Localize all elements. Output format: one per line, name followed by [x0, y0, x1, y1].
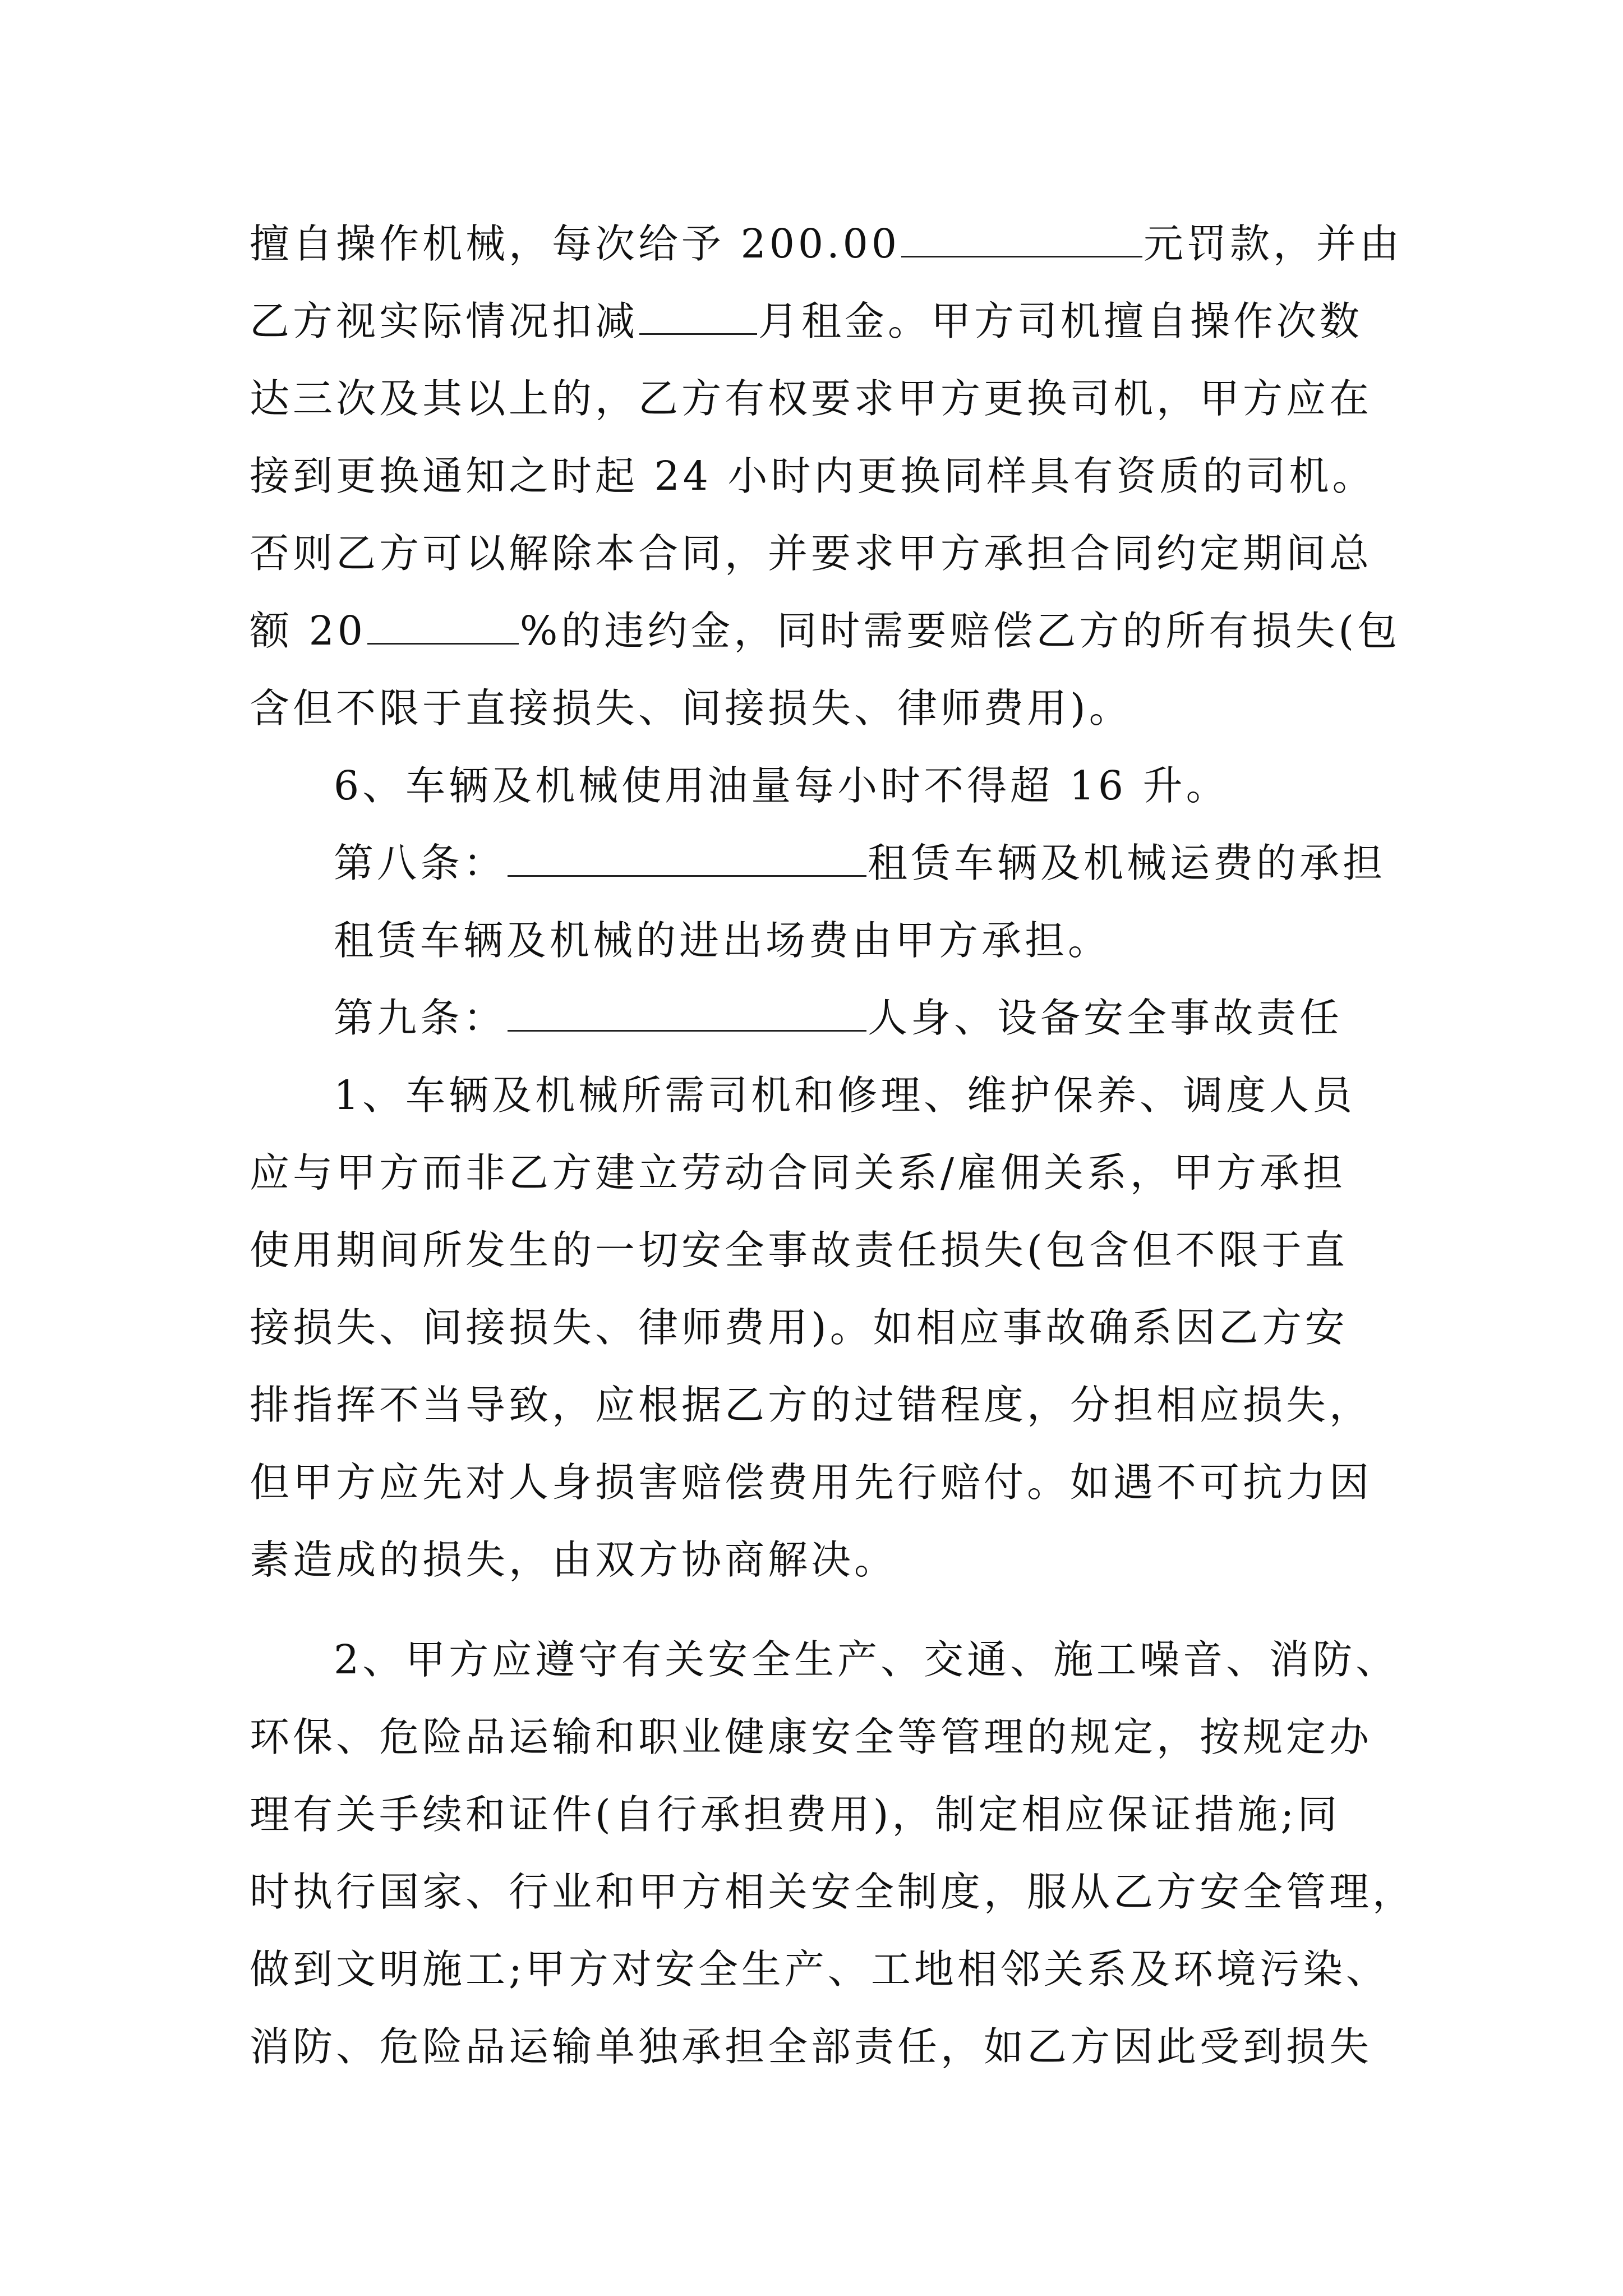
fill-in-blank	[367, 611, 519, 645]
fill-in-blank	[901, 224, 1142, 257]
text-line: 2、甲方应遵守有关安全生产、交通、施工噪音、消防、	[334, 1636, 1399, 1683]
line-text: 额 20	[250, 608, 366, 654]
article-heading	[250, 825, 1386, 902]
fill-in-blank	[639, 302, 757, 335]
text-line: 6、车辆及机械使用油量每小时不得超 16 升。	[334, 762, 1229, 809]
line-text: %的违约金，同时需要赔偿乙方的所有损失(包	[519, 608, 1401, 654]
text-line	[250, 592, 1401, 670]
contract-text	[250, 205, 1416, 2086]
text-line: 环保、危险品运输和职业健康安全等管理的规定，按规定办	[250, 1714, 1373, 1760]
article-heading	[250, 979, 1371, 1057]
text-line: 含但不限于直接损失、间接损失、律师费用)。	[250, 685, 1132, 731]
text-line: 素造成的损失，由双方协商解决。	[250, 1536, 898, 1583]
text-line: 使用期间所发生的一切安全事故责任损失(包含但不限于直	[250, 1227, 1348, 1273]
text-line: 否则乙方可以解除本合同，并要求甲方承担合同约定期间总	[250, 530, 1373, 577]
fill-in-blank	[508, 999, 866, 1032]
line-text: 第八条：	[334, 840, 507, 886]
text-line: 达三次及其以上的，乙方有权要求甲方更换司机，甲方应在	[250, 375, 1373, 422]
line-text: 人身、设备安全事故责任	[868, 995, 1343, 1041]
line-text: 擅自操作机械，每次给予 200.00	[250, 220, 901, 267]
text-line	[250, 205, 1403, 283]
text-line: 做到文明施工;甲方对安全生产、工地相邻关系及环境污染、	[250, 1946, 1389, 1993]
text-line: 接到更换通知之时起 24 小时内更换同样具有资质的司机。	[250, 453, 1376, 499]
line-text: 乙方视实际情况扣减	[250, 298, 639, 344]
text-line	[250, 283, 1371, 360]
line-text: 第九条：	[334, 995, 507, 1041]
text-line: 消防、危险品运输单独承担全部责任，如乙方因此受到损失	[250, 2023, 1373, 2070]
line-text: 元罚款，并由	[1144, 220, 1403, 267]
text-line: 但甲方应先对人身损害赔偿费用先行赔付。如遇不可抗力因	[250, 1459, 1373, 1506]
text-line: 租赁车辆及机械的进出场费由甲方承担。	[334, 917, 1112, 964]
text-line: 时执行国家、行业和甲方相关安全制度，服从乙方安全管理，	[250, 1869, 1416, 1915]
text-line: 1、车辆及机械所需司机和修理、维护保养、调度人员	[334, 1072, 1356, 1119]
fill-in-blank	[508, 844, 866, 877]
line-text: 租赁车辆及机械运费的承担	[868, 840, 1386, 886]
text-line: 应与甲方而非乙方建立劳动合同关系/雇佣关系，甲方承担	[250, 1149, 1346, 1196]
text-line: 理有关手续和证件(自行承担费用)，制定相应保证措施;同	[250, 1791, 1341, 1838]
text-line: 接损失、间接损失、律师费用)。如相应事故确系因乙方安	[250, 1304, 1348, 1351]
line-text: 月租金。甲方司机擅自操作次数	[758, 298, 1363, 344]
text-line: 排指挥不当导致，应根据乙方的过错程度，分担相应损失，	[250, 1382, 1373, 1428]
